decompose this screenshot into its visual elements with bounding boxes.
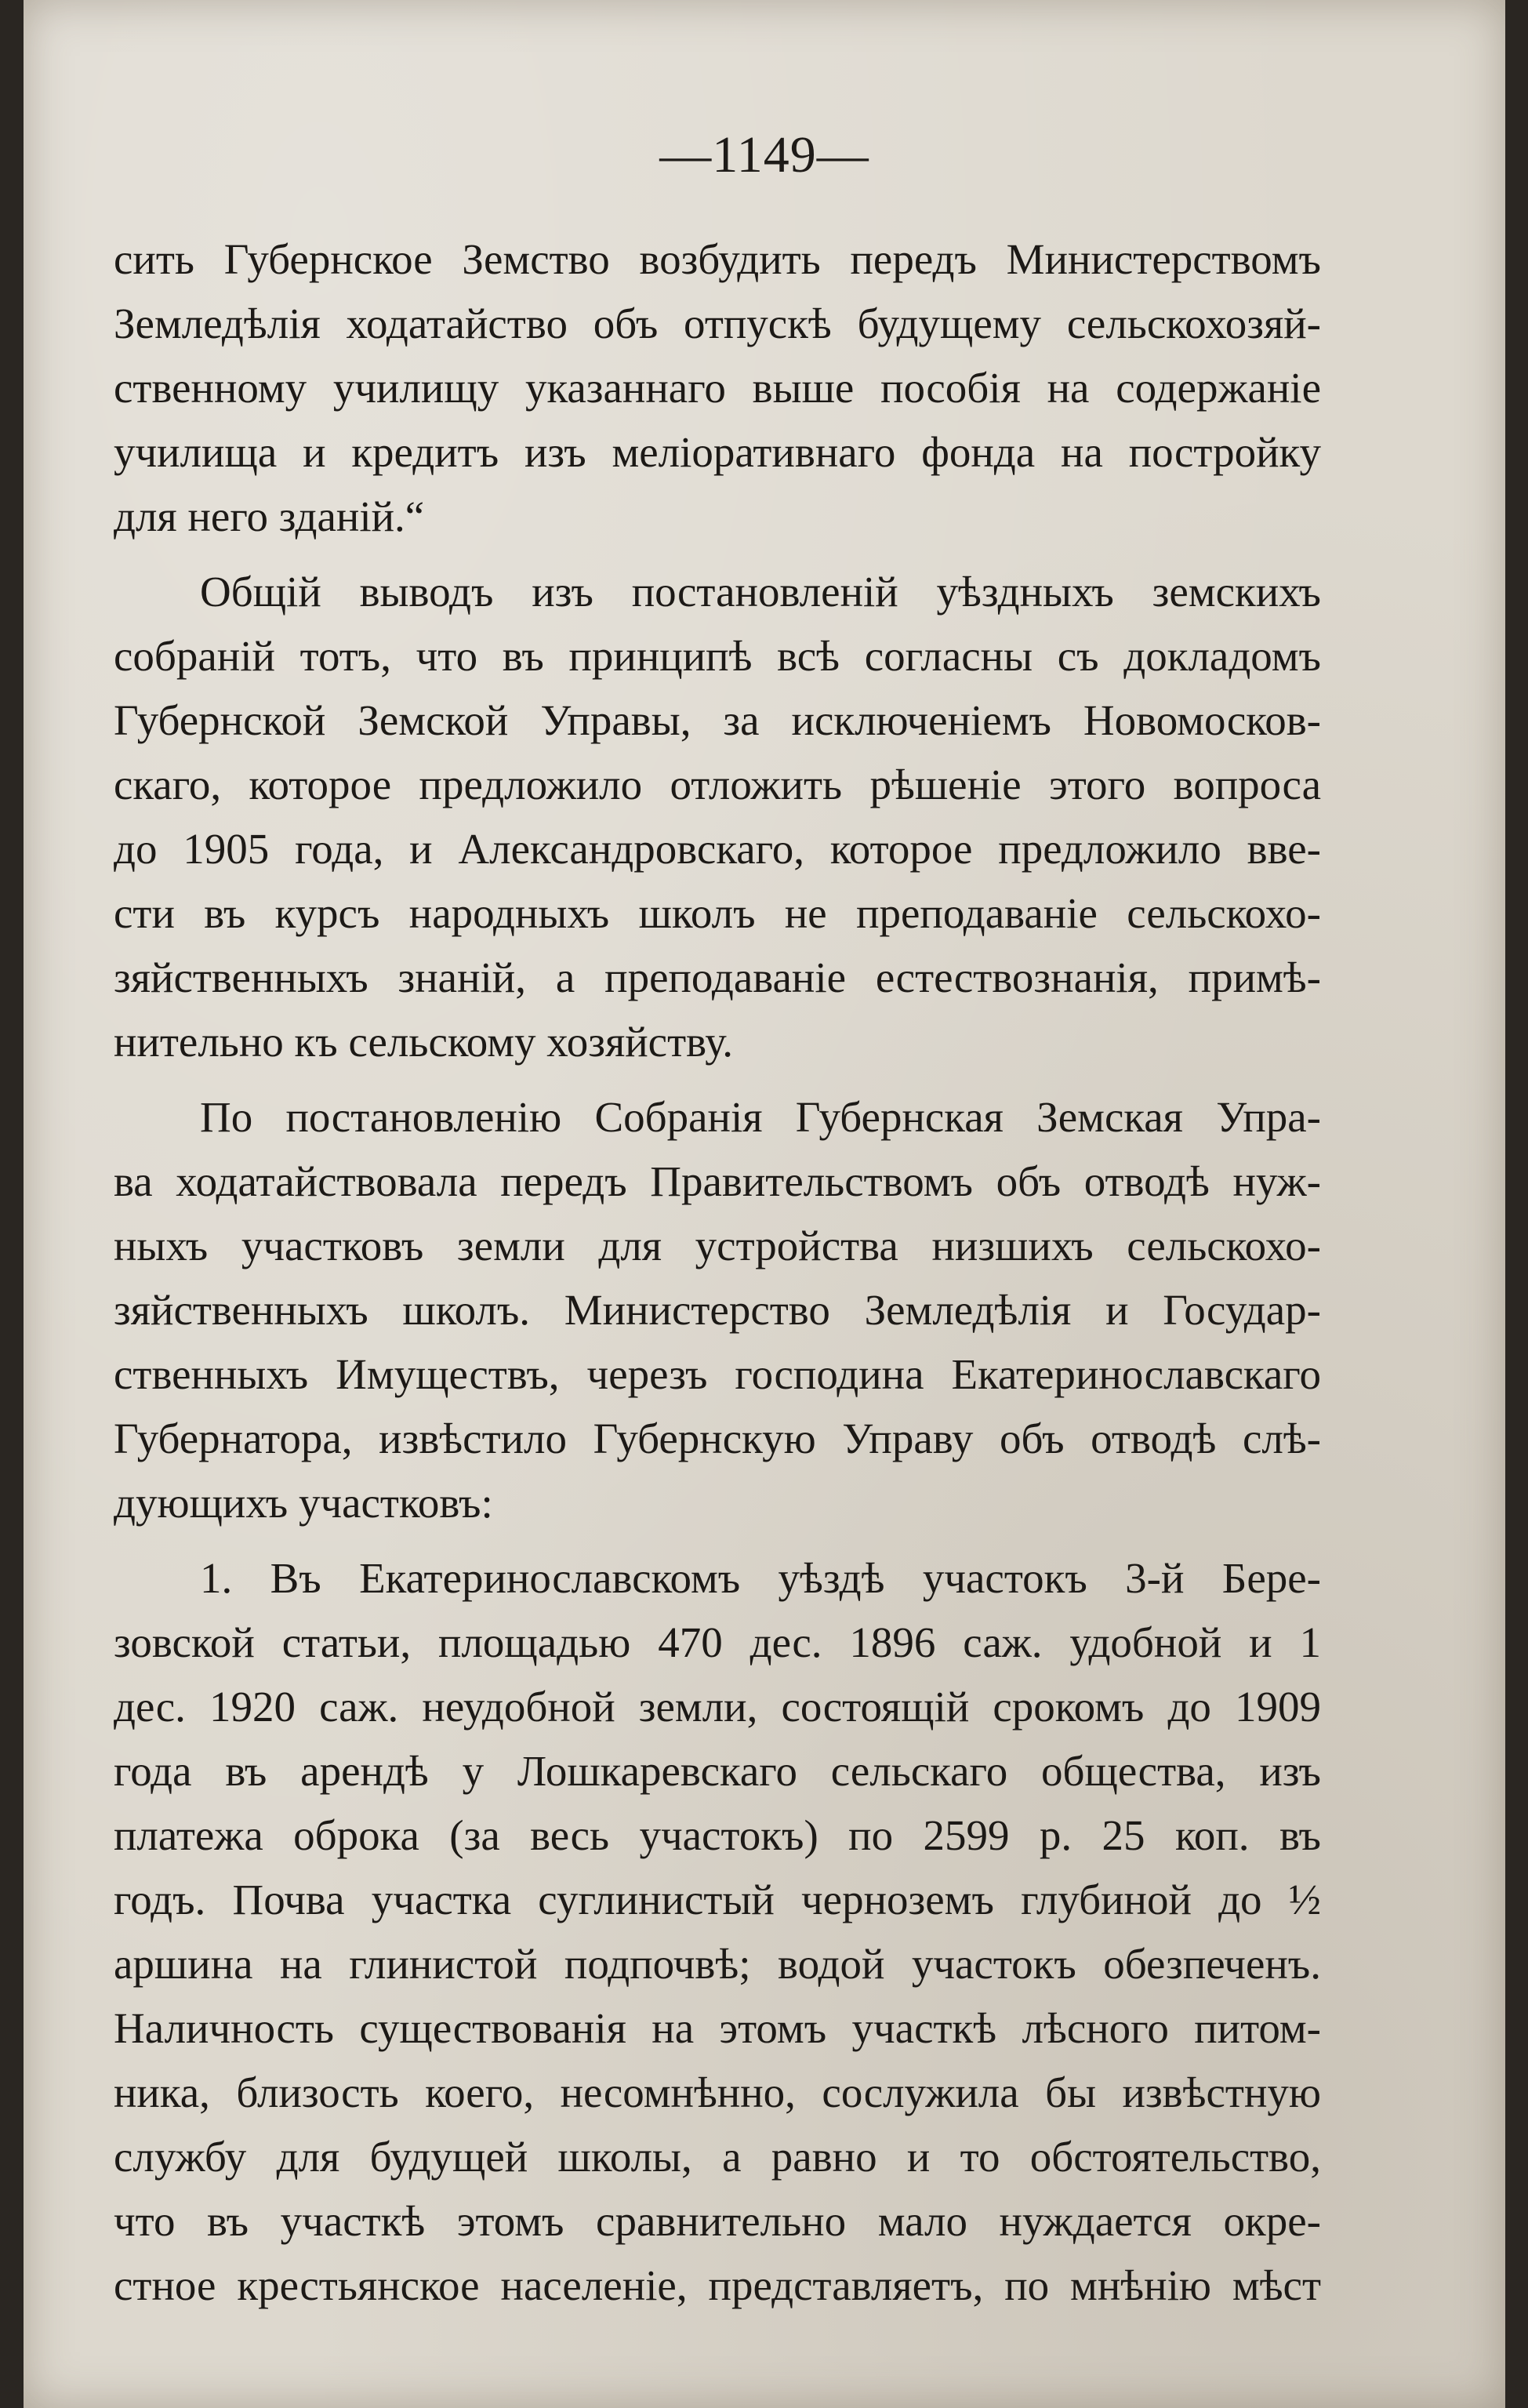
text-line: годъ. Почва участка суглинистый черноземъ глубиной до ½ [114,1876,1321,1923]
text-line: года въ арендѣ у Лошкаревскаго сельскаго общества, изъ [114,1747,1321,1795]
body-text [114,227,1321,2318]
text-line: для него зданій.“ [114,492,425,540]
text-line: ныхъ участковъ земли для устройства низшихъ сельскохо- [114,1222,1321,1269]
text-line: 1. Въ Екатеринославскомъ уѣздѣ участокъ 3-й Бере- [200,1554,1321,1602]
page-number: —1149— [659,126,869,183]
text-line: ственному училищу указаннаго выше пособія на содержаніе [114,364,1321,412]
text-line: собраній тотъ, что въ принципѣ всѣ согласны съ докладомъ [114,632,1321,680]
text-line: училища и кредитъ изъ меліоративнаго фонда на постройку [114,428,1321,476]
text-line: дес. 1920 саж. неудобной земли, состоящій срокомъ до 1909 [114,1683,1321,1731]
text-line: нительно къ сельскому хозяйству. [114,1018,733,1066]
text-line: сить Губернское Земство возбудить передъ Министерствомъ [114,235,1321,283]
text-line: Губернской Земской Управы, за исключеніемъ Новомосков- [114,696,1321,744]
text-line: ственныхъ Имуществъ, черезъ господина Екатеринославскаго [114,1350,1321,1398]
text-line: ва ходатайствовала передъ Правительствомъ объ отводѣ нуж- [114,1157,1321,1205]
text-line: стное крестьянское населеніе, представляетъ, по мнѣнію мѣст [114,2261,1321,2309]
paragraph-1 [114,227,1321,549]
book-page [24,0,1505,2408]
paragraph-4 [114,1546,1321,2318]
text-line: Губернатора, извѣстило Губернскую Управу объ отводѣ слѣ- [114,1415,1321,1462]
text-line: что въ участкѣ этомъ сравнительно мало нуждается окре- [114,2197,1321,2245]
text-line: сти въ курсъ народныхъ школъ не преподаваніе сельскохо- [114,889,1321,937]
text-line: Наличность существованія на этомъ участкѣ лѣсного питом- [114,2004,1321,2052]
text-line: Земледѣлія ходатайство объ отпускѣ будущему сельскохозяй- [114,300,1321,347]
text-line: службу для будущей школы, а равно и то обстоятельство, [114,2133,1321,2181]
text-line: скаго, которое предложило отложить рѣшеніе этого вопроса [114,761,1321,808]
text-line: до 1905 года, и Александровскаго, которое предложило вве- [114,825,1321,873]
text-line: зовской статьи, площадью 470 дес. 1896 саж. удобной и 1 [114,1618,1321,1666]
text-line: ника, близость коего, несомнѣнно, сослужила бы извѣстную [114,2068,1321,2116]
paragraph-2 [114,560,1321,1074]
text-line: аршина на глинистой подпочвѣ; водой участокъ обезпеченъ. [114,1940,1321,1988]
paragraph-3 [114,1085,1321,1535]
text-line: Общій выводъ изъ постановленій уѣздныхъ земскихъ [200,568,1321,616]
text-line: зяйственныхъ школъ. Министерство Земледѣлія и Государ- [114,1286,1321,1334]
text-line: зяйственныхъ знаній, а преподаваніе естествознанія, примѣ- [114,953,1321,1001]
text-line: платежа оброка (за весь участокъ) по 2599 р. 25 коп. въ [114,1811,1321,1859]
text-line: дующихъ участковъ: [114,1479,493,1527]
text-line: По постановленію Собранія Губернская Земская Упра- [200,1093,1321,1141]
